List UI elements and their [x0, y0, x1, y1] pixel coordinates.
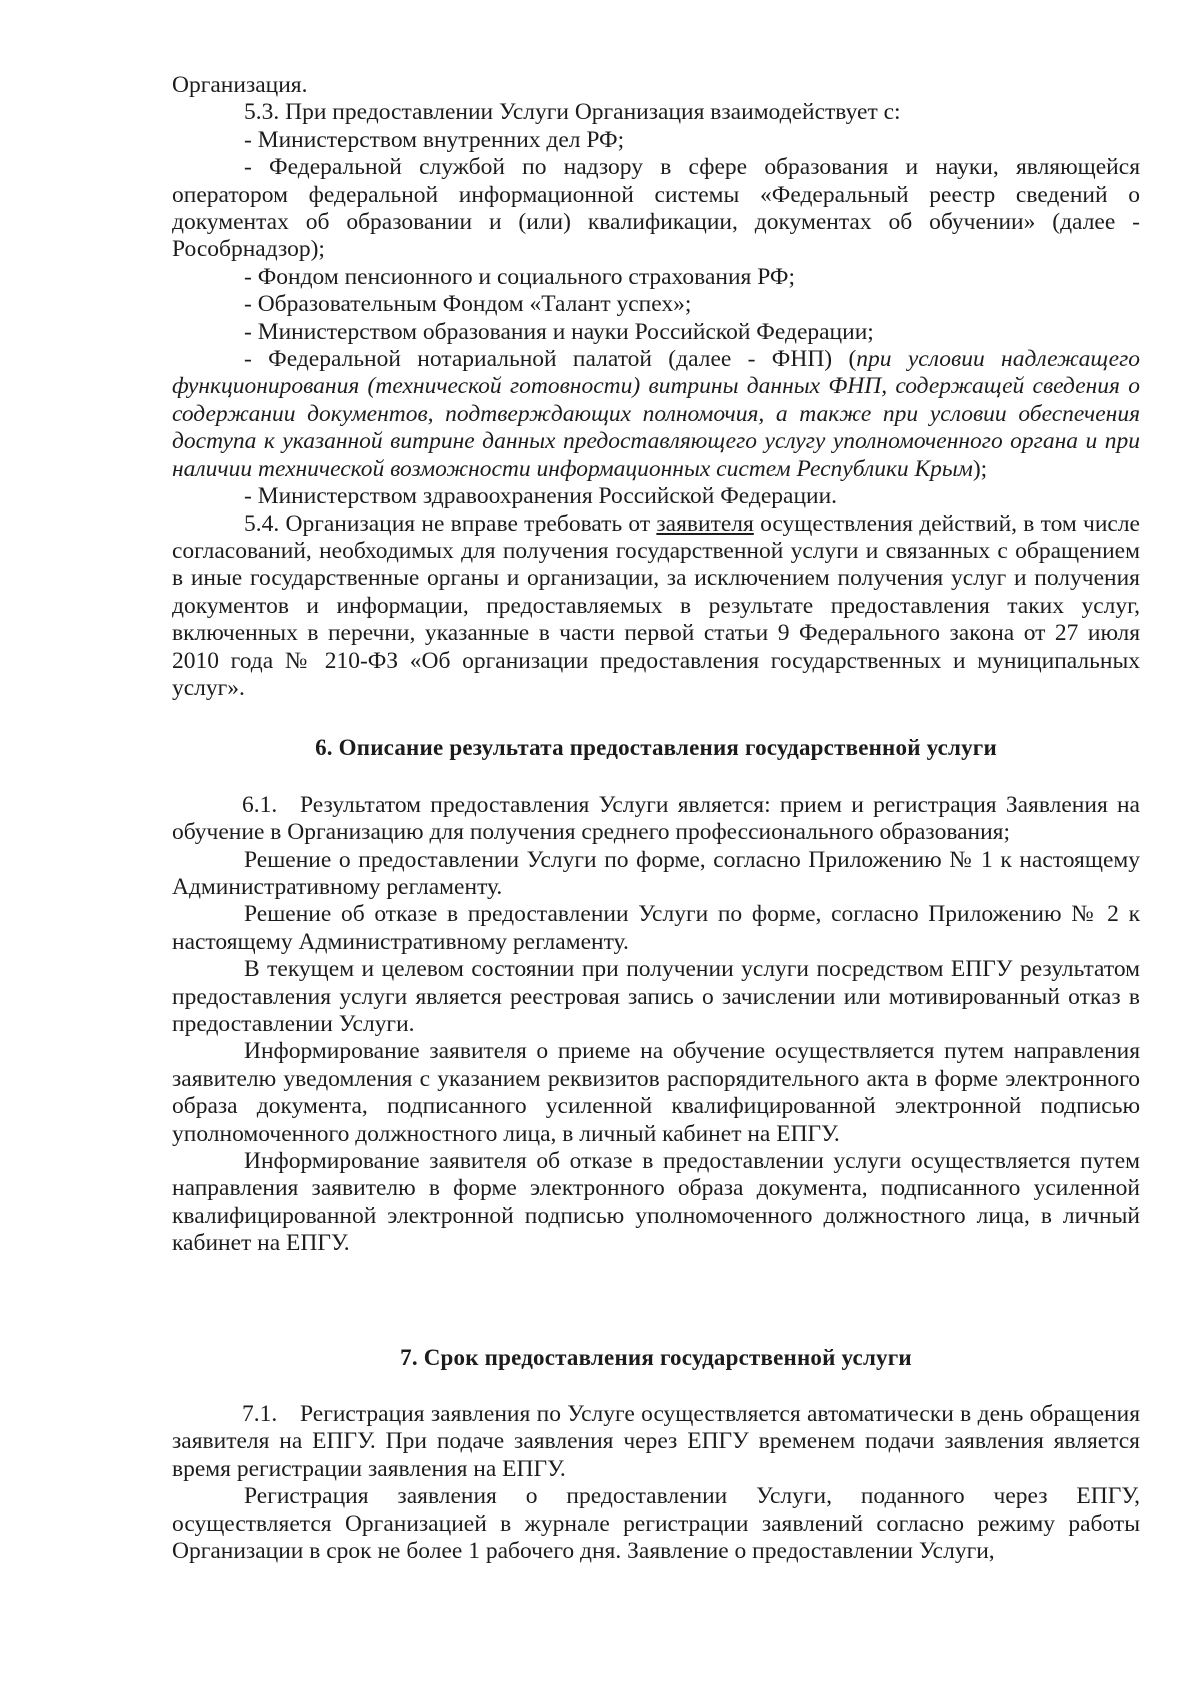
section-6-heading: 6. Описание результата предоставления государственной услуги: [315, 735, 997, 761]
p61-number: 6.1.: [242, 791, 278, 818]
list-item-talant: - Образовательным Фондом «Талант успех»;: [244, 291, 692, 318]
p54-underlined-word: заявителя: [656, 510, 754, 537]
paragraph-5-3-intro: 5.3. При предоставлении Услуги Организация взаимодействует с:: [244, 99, 901, 126]
paragraph-decision-refusal: Решение об отказе в предоставлении Услуги по форме, согласно Приложению № 2 к настоящему Административному регламенту.: [172, 901, 1140, 955]
paragraph-epgu-result: В текущем и целевом состоянии при получении услуги посредством ЕПГУ результатом предоставления услуги является реестровая запись о зачислении или мотивированный отказ в предоставлении Услуги.: [172, 956, 1140, 1037]
paragraph-decision-grant: Решение о предоставлении Услуги по форме, согласно Приложению № 1 к настоящему Административному регламенту.: [172, 846, 1140, 900]
paragraph-7-1: [172, 1401, 1140, 1483]
paragraph-5-4: [172, 511, 1140, 703]
p71-number: 7.1.: [242, 1401, 278, 1428]
paragraph-registration: Регистрация заявления о предоставлении Услуги, поданного через ЕПГУ, осуществляется Организацией в журнале регистрации заявлений согласно режиму работы Организации в срок не более 1 рабочего дня. Заявление о предоставлении Услуги,: [172, 1483, 1140, 1565]
fnp-lead: - Федеральной нотариальной палатой (далее - ФНП) (: [244, 346, 857, 373]
section-7-heading: 7. Срок предоставления государственной услуги: [400, 1344, 912, 1370]
list-item-fnp: [172, 346, 1140, 483]
list-item-minobrnauki: - Министерством образования и науки Российской Федерации;: [244, 318, 874, 345]
list-item-sfr: - Фондом пенсионного и социального страхования РФ;: [244, 263, 795, 290]
fnp-tail: );: [972, 455, 988, 482]
paragraph-inform-refusal: Информирование заявителя об отказе в предоставлении услуги осуществляется путем направления заявителю в форме электронного образа документа, подписанного усиленной квалифицированной электронной подписью уполномоченного должностного лица, в личный кабинет на ЕПГУ.: [172, 1148, 1140, 1257]
fnp-condition: при условии надлежащего функционирования (технической готовности) витрины данных ФНП, содержащей сведения о содержании документов, подтверждающих полномочия, а также при условии обеспечения доступа к указанной витрине данных предоставляющего услугу уполномоченного органа и при наличии технической возможности информационных систем Республики Крым: [172, 346, 1140, 482]
list-item-minzdrav: - Министерством здравоохранения Российской Федерации.: [244, 483, 838, 510]
paragraph-inform-admission: Информирование заявителя о приеме на обучение осуществляется путем направления заявителю уведомления с указанием реквизитов распорядительного акта в форме электронного образа документа, подписанного усиленной квалифицированной электронной подписью уполномоченного должностного лица, в личный кабинет на ЕПГУ.: [172, 1038, 1140, 1147]
list-item-rosobrnadzor: - Федеральной службой по надзору в сфере образования и науки, являющейся оператором федеральной информационной системы «Федеральный реестр сведений о документах об образовании и (или) квалификации, документах об обучении» (далее - Рособрнадзор);: [172, 154, 1140, 263]
intro-line: Организация.: [172, 72, 308, 98]
paragraph-6-1: [172, 792, 1140, 847]
p54-rest: осуществления действий, в том числе согласований, необходимых для получения государственной услуги и связанных с обращением в иные государственные органы и организации, за исключением получения услуг и получения документов и информации, предоставляемых в результате предоставления таких услуг, включенных в перечни, указанные в части первой статьи 9 Федерального закона от 27 июля 2010 года № 210-ФЗ «Об организации предоставления государственных и муниципальных услуг».: [172, 510, 1140, 701]
p71-text: Регистрация заявления по Услуге осуществляется автоматически в день обращения заявителя на ЕПГУ. При подаче заявления через ЕПГУ временем подачи заявления является время регистрации заявления на ЕПГУ.: [172, 1401, 1140, 1482]
list-item-mvd: - Министерством внутренних дел РФ;: [244, 126, 625, 153]
p61-text: Результатом предоставления Услуги является: прием и регистрация Заявления на обучение в Организацию для получения среднего профессионального образования;: [172, 791, 1140, 846]
p54-lead: 5.4. Организация не вправе требовать от: [244, 510, 657, 537]
